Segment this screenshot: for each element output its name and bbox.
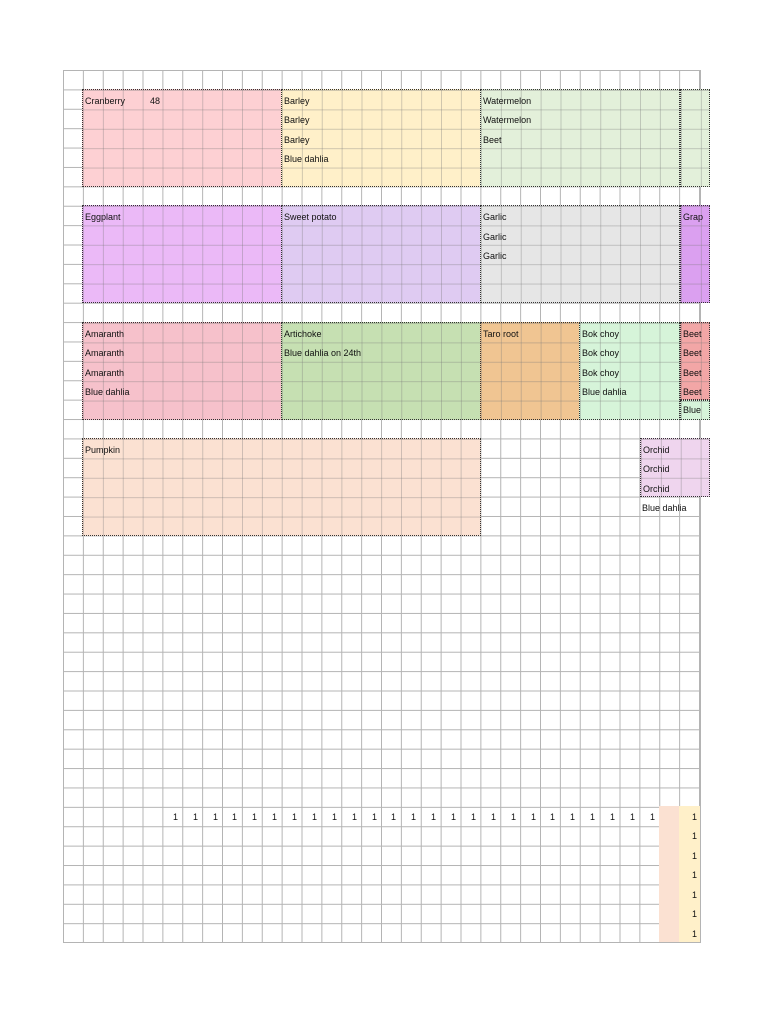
counter-col-cell: 1 xyxy=(691,909,697,919)
counter-cell: 1 xyxy=(251,812,257,822)
plot-label: Barley xyxy=(284,115,310,125)
plot-label: Taro root xyxy=(483,329,519,339)
plot-label: Garlic xyxy=(483,232,507,242)
plot-label: Beet xyxy=(683,329,702,339)
plot-label: Pumpkin xyxy=(85,445,121,455)
plot-label: Blue xyxy=(683,405,702,415)
counter-col-cell: 1 xyxy=(691,851,697,861)
plot-label: Artichoke xyxy=(284,329,322,339)
counter-cell: 1 xyxy=(549,812,555,822)
counter-cell: 1 xyxy=(589,812,595,822)
plot-bok-choy[interactable] xyxy=(579,322,680,420)
plot-label: Blue dahlia xyxy=(284,154,329,164)
plot-cranberry[interactable] xyxy=(82,89,282,187)
counter-cell: 1 xyxy=(569,812,575,822)
counter-cell: 1 xyxy=(450,812,456,822)
plot-watermelon[interactable] xyxy=(480,89,680,187)
counter-col-cell: 1 xyxy=(691,831,697,841)
counter-cell: 1 xyxy=(231,812,237,822)
counter-cell: 1 xyxy=(291,812,297,822)
counter-col-cell: 1 xyxy=(691,870,697,880)
plot-label: Beet xyxy=(683,387,702,397)
counter-col-cell: 1 xyxy=(691,812,697,822)
plot-sweet-potato[interactable] xyxy=(281,205,481,303)
counter-cell: 1 xyxy=(649,812,655,822)
plot-label: Grap xyxy=(683,212,704,222)
plot-label: Cranberry xyxy=(85,96,126,106)
plot-orchid[interactable] xyxy=(640,438,710,497)
plot-label: Eggplant xyxy=(85,212,121,222)
counter-cell: 1 xyxy=(351,812,357,822)
counter-cell: 1 xyxy=(609,812,615,822)
plot-eggplant[interactable] xyxy=(82,205,282,303)
spreadsheet-grid[interactable] xyxy=(63,70,704,943)
plot-barley[interactable] xyxy=(281,89,481,187)
plot-watermelon-overflow[interactable] xyxy=(680,89,710,187)
plot-label: Barley xyxy=(284,135,310,145)
counter-cell: 1 xyxy=(510,812,516,822)
counter-cell: 1 xyxy=(490,812,496,822)
plot-label: Bok choy xyxy=(582,348,620,358)
counter-cell: 1 xyxy=(410,812,416,822)
plot-label: Beet xyxy=(683,368,702,378)
counter-cell: 1 xyxy=(470,812,476,822)
counter-cell: 1 xyxy=(172,812,178,822)
counter-col-cell: 1 xyxy=(691,890,697,900)
plot-garlic[interactable] xyxy=(480,205,680,303)
plot-label: Orchid xyxy=(643,445,670,455)
plot-label: Orchid xyxy=(643,464,670,474)
plot-label: Garlic xyxy=(483,212,507,222)
counter-cell: 1 xyxy=(430,812,436,822)
plot-label: Garlic xyxy=(483,251,507,261)
plot-label: Blue dahlia xyxy=(85,387,130,397)
plot-grape[interactable] xyxy=(680,205,710,303)
plot-amaranth[interactable] xyxy=(82,322,282,420)
plot-label: Sweet potato xyxy=(284,212,337,222)
counter-cell: 1 xyxy=(530,812,536,822)
plot-label: Barley xyxy=(284,96,310,106)
plot-label: Blue dahlia on 24th xyxy=(284,348,362,358)
counter-cell: 1 xyxy=(212,812,218,822)
counter-cell: 1 xyxy=(311,812,317,822)
plot-label: Bok choy xyxy=(582,368,620,378)
plot-label: Watermelon xyxy=(483,115,532,125)
plot-taro-root[interactable] xyxy=(480,322,580,420)
counter-cell: 1 xyxy=(192,812,198,822)
plot-pumpkin[interactable] xyxy=(82,438,481,536)
plot-label: Beet xyxy=(683,348,702,358)
counter-cell: 1 xyxy=(629,812,635,822)
plot-label: Amaranth xyxy=(85,368,125,378)
plot-beet-blue[interactable] xyxy=(680,400,710,420)
counter-cell: 1 xyxy=(271,812,277,822)
counter-cell: 1 xyxy=(371,812,377,822)
plot-label: Beet xyxy=(483,135,502,145)
plot-beet[interactable] xyxy=(680,322,710,400)
counter-cell: 1 xyxy=(331,812,337,822)
plot-artichoke[interactable] xyxy=(281,322,481,420)
orchid-note: Blue dahlia xyxy=(642,503,687,513)
plot-count: 48 xyxy=(150,96,161,106)
plot-label: Amaranth xyxy=(85,329,125,339)
highlight-column-peach xyxy=(659,806,679,942)
counter-col-cell: 1 xyxy=(691,929,697,939)
counter-cell: 1 xyxy=(390,812,396,822)
plot-label: Orchid xyxy=(643,484,670,494)
plot-label: Watermelon xyxy=(483,96,532,106)
plot-label: Amaranth xyxy=(85,348,125,358)
plot-label: Blue dahlia xyxy=(582,387,627,397)
plot-label: Bok choy xyxy=(582,329,620,339)
